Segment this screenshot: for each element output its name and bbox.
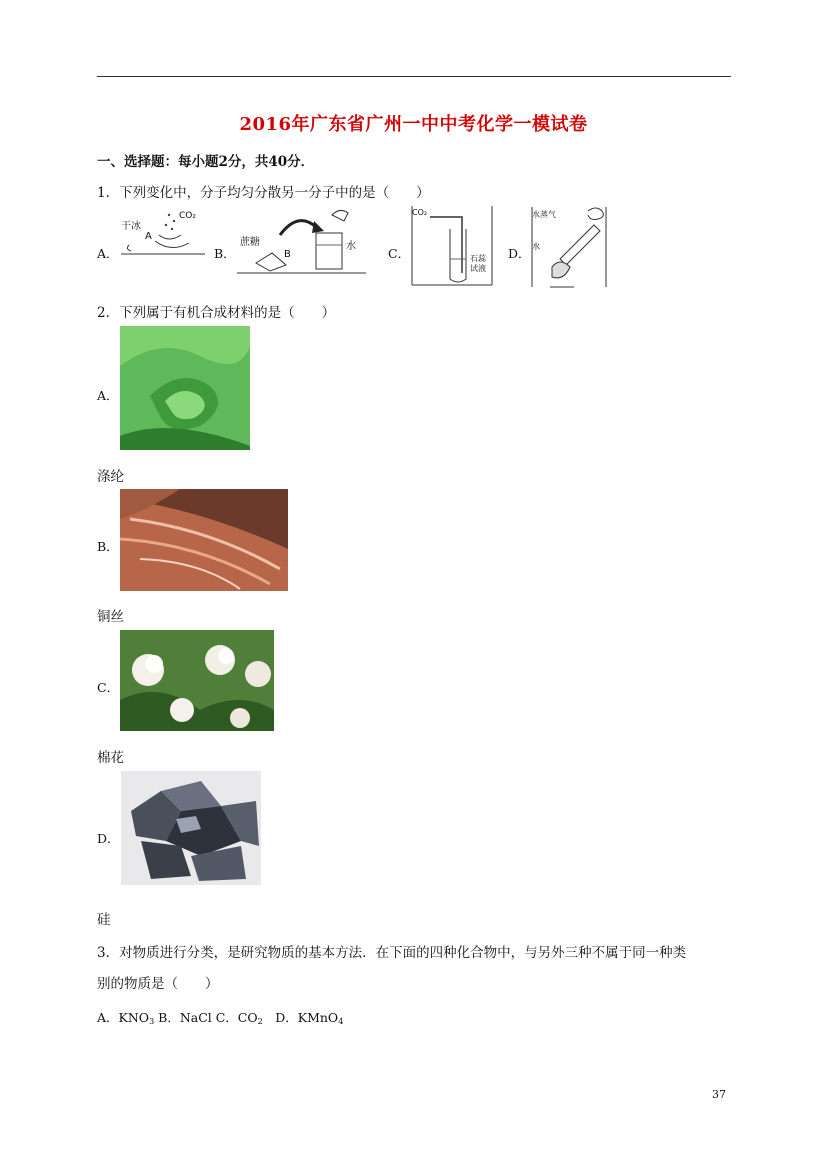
q2-photo-polyester-fabric (120, 326, 250, 450)
q1-figure-boiling-water (530, 205, 608, 289)
q2-photo-silicon (121, 771, 261, 885)
q2-option-a-label: A． (97, 388, 119, 403)
page-number: 37 (712, 1088, 726, 1101)
q1-fig-a-text-1: 干冰 (121, 221, 141, 232)
q3-option-d-subscript: 4 (338, 1017, 344, 1026)
question-3-options (97, 1008, 343, 1026)
q2-option-b-label: B． (97, 539, 119, 554)
question-1-stem: 1．下列变化中，分子均匀分散另一分子中的是（ ） (97, 185, 430, 201)
q1-fig-d-text-2: 水 (532, 242, 540, 251)
q1-fig-c-text-2: 石蕊 (470, 254, 486, 263)
q1-option-b-label: B． (214, 246, 236, 261)
question-3-stem-line-1: 3．对物质进行分类，是研究物质的基本方法．在下面的四种化合物中，与另外三种不属于同一种类 (97, 945, 687, 961)
page-title: 2016年广东省广州一中中考化学一模试卷 (239, 114, 588, 135)
q3-option-a: A．KNO (97, 1010, 150, 1025)
q1-option-d-label: D． (508, 246, 531, 261)
q1-fig-c-text-1: CO₂ (412, 208, 428, 217)
question-2-stem: 2．下列属于有机合成材料的是（ ） (97, 305, 336, 321)
q3-option-c-subscript: 2 (257, 1017, 263, 1026)
q1-figure-sugar-water (236, 205, 368, 275)
q1-fig-b-text-1: 蔗糖 (240, 237, 260, 248)
q2-photo-cotton (120, 630, 274, 731)
q1-fig-b-text-3: 水 (346, 241, 356, 252)
q1-figure-dry-ice (119, 205, 207, 257)
q2-caption-d: 硅 (97, 912, 111, 928)
question-3-stem-line-2: 别的物质是（ ） (97, 976, 219, 992)
q1-figure-co2-litmus (410, 205, 494, 287)
q2-caption-c: 棉花 (97, 750, 124, 766)
q3-option-d: D．KMnO (262, 1010, 339, 1025)
q1-fig-c-text-3: 试液 (470, 264, 486, 273)
q2-photo-copper-wire (120, 489, 288, 591)
q2-caption-b: 铜丝 (97, 609, 124, 625)
q2-caption-a: 涤纶 (97, 469, 124, 485)
q1-option-c-label: C． (388, 246, 411, 261)
section-heading: 一、选择题：每小题2分，共40分． (97, 154, 315, 170)
q1-fig-d-text-1: 水蒸气 (532, 210, 556, 219)
q1-fig-b-text-2: B (284, 249, 291, 260)
q1-fig-a-text-3: A (145, 231, 152, 242)
header-rule (97, 76, 731, 77)
q2-option-d-label: D． (97, 831, 120, 846)
q3-option-b-c: B．NaCl C．CO (154, 1010, 258, 1025)
q1-fig-a-text-2: CO₂ (179, 211, 196, 221)
q3-option-a-subscript: 3 (149, 1017, 155, 1026)
q2-option-c-label: C． (97, 680, 120, 695)
q1-option-a-label: A． (97, 246, 119, 261)
